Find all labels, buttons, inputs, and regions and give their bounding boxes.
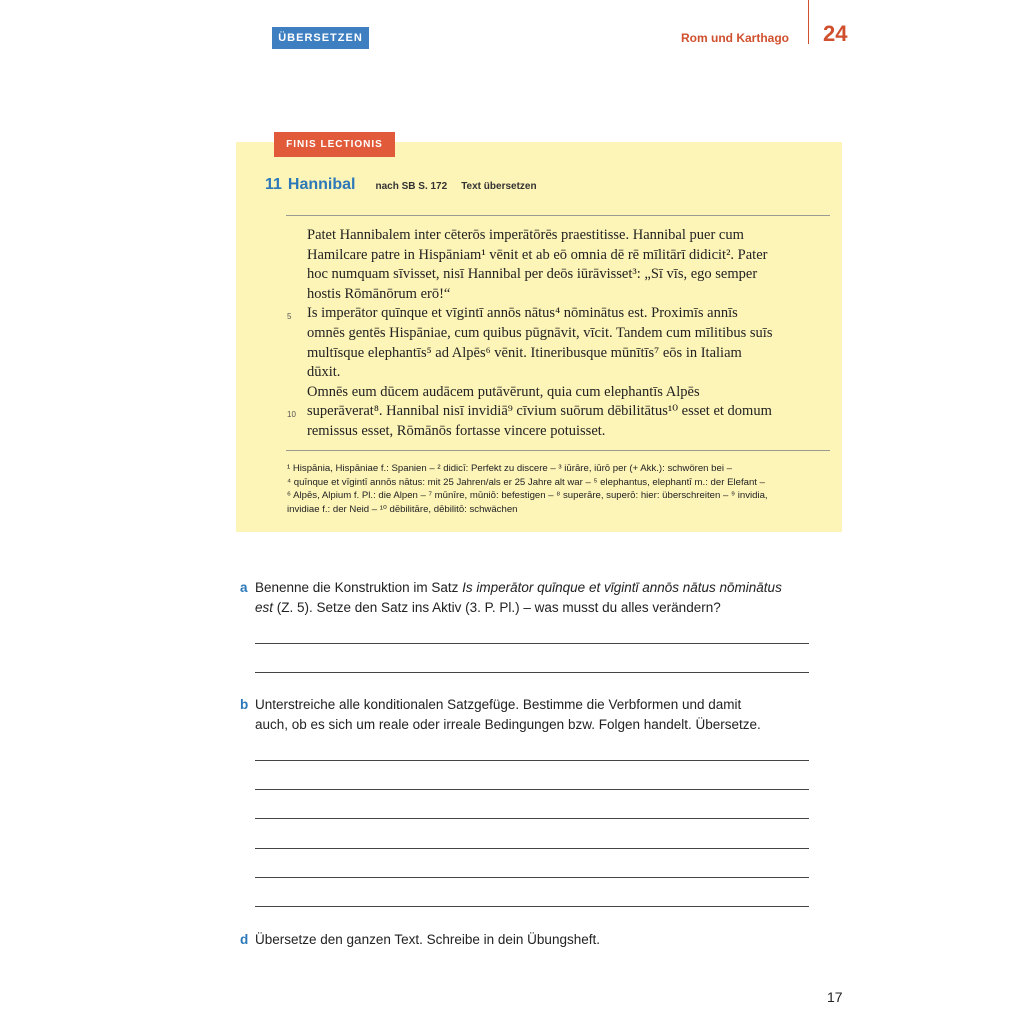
- task-letter: d: [240, 932, 249, 947]
- answer-line[interactable]: [255, 818, 809, 819]
- answer-line[interactable]: [255, 848, 809, 849]
- line-number: 10: [287, 410, 296, 420]
- exercise-title: Hannibal: [287, 176, 356, 193]
- answer-line[interactable]: [255, 643, 809, 644]
- text-line: 5 Is imperātor quīnque et vīgintī annōs nātus⁴ nōminātus est. Proximīs annīs: [307, 304, 832, 324]
- task-letter: b: [240, 697, 249, 712]
- footnote-line: ¹ Hispānia, Hispāniae f.: Spanien – ² didicī: Perfekt zu discere – ³ iūrāre, iūrō per (+ Akk.): schwören bei –: [287, 463, 732, 474]
- footnote-line: ⁴ quīnque et vīgintī annōs nātus: mit 25 Jahren/als er 25 Jahre alt war – ⁵ elephantus, elephantī m.: der Elefant –: [287, 476, 765, 488]
- chapter-title: Rom und Karthago: [681, 31, 789, 45]
- text-line: multīsque elephantīs⁵ ad Alpēs⁶ vēnit. Itineribusque mūnītīs⁷ eōs in Italiam: [307, 344, 742, 361]
- task-a: a Benenne die Konstruktion im Satz Is imperātor quīnque et vīgintī annōs nātus nōminātus est (Z. 5). Setze den Satz ins Aktiv (3. P. Pl.) – was musst du alles verändern?: [240, 580, 782, 615]
- answer-line[interactable]: [255, 906, 809, 907]
- text-line: dūxit.: [307, 364, 341, 381]
- text-line: hostis Rōmānōrum erō!“: [307, 285, 451, 302]
- footnotes: [287, 462, 827, 516]
- text-line: remissus esset, Rōmānōs fortasse vincere potuisset.: [307, 422, 606, 439]
- task-b: b Unterstreiche alle konditionalen Satzgefüge. Bestimme die Verbformen und damit auch, ob es sich um reale oder irreale Bedingungen bzw. Folgen handelt. Übersetze.: [240, 697, 761, 732]
- chapter-divider: [808, 0, 809, 44]
- exercise-heading: [265, 176, 537, 194]
- text-line: Omnēs eum dūcem audācem putāvērunt, quia cum elephantīs Alpēs: [307, 383, 700, 400]
- exercise-reference: nach SB S. 172: [375, 181, 448, 192]
- text-top-rule: [286, 215, 830, 216]
- text-line: 10 superāverat⁸. Hannibal nisī invidiā⁹ cīvium suōrum dēbilitātus¹⁰ esset et domum: [307, 402, 832, 422]
- page-number: 17: [827, 989, 843, 1005]
- chapter-number: 24: [823, 21, 848, 46]
- exercise-number: 11: [265, 176, 282, 193]
- line-number: 5: [287, 312, 292, 322]
- text-line: Hamilcare patre in Hispāniam¹ vēnit et ab eō omnia dē rē mīlitārī didicit². Pater: [307, 246, 768, 263]
- answer-line[interactable]: [255, 877, 809, 878]
- finis-lectionis-tab: FINIS LECTIONIS: [274, 132, 395, 157]
- text-bottom-rule: [286, 450, 830, 451]
- answer-line[interactable]: [255, 789, 809, 790]
- answer-line[interactable]: [255, 760, 809, 761]
- text-line: hoc numquam sīvisset, nisī Hannibal per deōs iūrāvisset³: „Sī vīs, ego semper: [307, 266, 758, 283]
- section-badge: ÜBERSETZEN: [272, 27, 369, 49]
- text-line: Patet Hannibalem inter cēterōs imperātōrēs praestitisse. Hannibal puer cum: [307, 227, 744, 243]
- task-letter: a: [240, 580, 248, 595]
- exercise-task: Text übersetzen: [461, 181, 537, 192]
- text-line: omnēs gentēs Hispāniae, cum quibus pūgnāvit, vīcit. Tandem cum mīlitibus suīs: [307, 324, 773, 341]
- task-d: d Übersetze den ganzen Text. Schreibe in dein Übungsheft.: [240, 930, 820, 950]
- footnote-line: ⁶ Alpēs, Alpium f. Pl.: die Alpen – ⁷ mūnīre, mūniō: befestigen – ⁸ superāre, superō: hier: überschreiten – ⁹ invidia,: [287, 490, 768, 502]
- latin-text: [287, 226, 832, 442]
- answer-line[interactable]: [255, 672, 809, 673]
- footnote-line: invidiae f.: der Neid – ¹⁰ dēbilitāre, dēbilitō: schwächen: [287, 503, 518, 515]
